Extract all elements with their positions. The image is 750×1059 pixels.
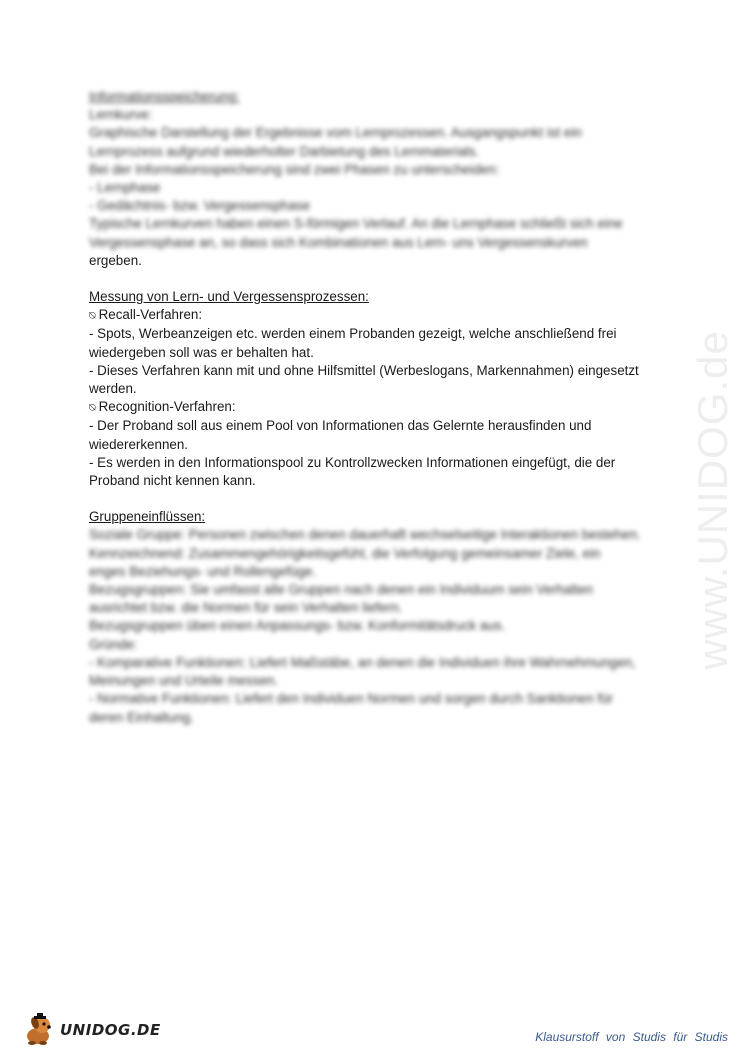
paragraph-line: Lernprozess aufgrund wiederholter Darbietung des Lernmaterials. xyxy=(89,143,480,159)
paragraph-line: Bei der Informationsspeicherung sind zwei Phasen zu unterscheiden: xyxy=(89,161,500,177)
paragraph-line: Meinungen und Urteile messen. xyxy=(89,673,279,689)
paragraph-line: Typische Lernkurven haben einen S-förmigen Verlauf. An die Lernphase schließt sich eine xyxy=(89,216,623,232)
paragraph-line: - Der Proband soll aus einem Pool von Informationen das Gelernte herausfinden und xyxy=(89,418,592,434)
recall-label-row xyxy=(89,306,674,325)
recognition-label-row xyxy=(89,398,674,417)
spacer xyxy=(89,270,674,288)
watermark-text: www.UNIDOG.de xyxy=(689,330,737,670)
dog-mascot-icon xyxy=(22,1012,58,1048)
paragraph-line: Lernkurve: xyxy=(89,107,153,123)
paragraph-line: Gründe: xyxy=(89,636,138,652)
bullet-icon: ⍉ xyxy=(89,402,96,415)
paragraph-line: Graphische Darstellung der Ergebnisse vom Lernprozessen. Ausgangspunkt ist ein xyxy=(89,125,582,141)
footer-tagline: Klausurstoff von Studis für Studis xyxy=(535,1030,728,1044)
section-heading-messung: Messung von Lern- und Vergessensprozessen: xyxy=(89,289,369,305)
paragraph-line: Kennzeichnend: Zusammengehörigkeitsgefühl, die Verfolgung gemeinsamer Ziele, ein xyxy=(89,545,601,561)
document-body xyxy=(89,88,674,727)
paragraph-line: Proband nicht kennen kann. xyxy=(89,473,256,489)
paragraph-line: - Dieses Verfahren kann mit und ohne Hilfsmittel (Werbeslogans, Markennahmen) eingesetzt xyxy=(89,362,639,378)
paragraph-line: werden. xyxy=(89,381,137,397)
paragraph-line: deren Einhaltung. xyxy=(89,709,194,725)
paragraph-line-trailing: ergeben. xyxy=(89,252,142,268)
paragraph-line: enges Beziehungs- und Rollengefüge. xyxy=(89,563,317,579)
paragraph-line: Vergessensphase an, so dass sich Kombinationen aus Lern- uns Vergessenskurven xyxy=(89,234,588,250)
paragraph-line: ausrichtet bzw. die Normen für sein Verhalten liefern. xyxy=(89,600,403,616)
paragraph-line: wiedergeben soll was er behalten hat. xyxy=(89,344,314,360)
recall-label: Recall-Verfahren: xyxy=(98,307,203,323)
bullet-icon: ⍉ xyxy=(89,310,96,323)
section-heading-gruppeneinfluessen: Gruppeneinflüssen: xyxy=(89,509,206,525)
paragraph-line: wiedererkennen. xyxy=(89,436,189,452)
logo-text: UNIDOG.DE xyxy=(60,1021,161,1039)
paragraph-line: - Gedächtnis- bzw. Vergessensphase xyxy=(89,198,311,214)
paragraph-line: Bezugsgruppen: Sie umfasst alle Gruppen nach denen ein Individuum sein Verhalten xyxy=(89,582,593,598)
paragraph-line: - Komparative Funktionen: Liefert Maßstäbe, an denen die Individuen ihre Wahrnehmungen, xyxy=(89,654,636,670)
unidog-logo[interactable] xyxy=(22,1012,161,1048)
section-heading-informationsspeicherung: Informationsspeicherung: xyxy=(89,89,240,104)
paragraph-line: - Es werden in den Informationspool zu Kontrollzwecken Informationen eingefügt, die der xyxy=(89,454,616,470)
paragraph-line: - Spots, Werbeanzeigen etc. werden einem Probanden gezeigt, welche anschließend frei xyxy=(89,326,617,342)
watermark xyxy=(683,270,743,730)
paragraph-line: - Lernphase xyxy=(89,180,161,196)
paragraph-line: Bezugsgruppen üben einen Anpassungs- bzw. Konformitätsdruck aus. xyxy=(89,618,506,634)
spacer xyxy=(89,490,674,508)
paragraph-line: Soziale Gruppe: Personen zwischen denen dauerhaft wechselseitige Interaktionen bestehen. xyxy=(89,527,641,543)
recognition-label: Recognition-Verfahren: xyxy=(98,399,236,415)
paragraph-line: - Normative Funktionen: Liefert den Individuen Normen und sorgen durch Sanktionen für xyxy=(89,691,614,707)
